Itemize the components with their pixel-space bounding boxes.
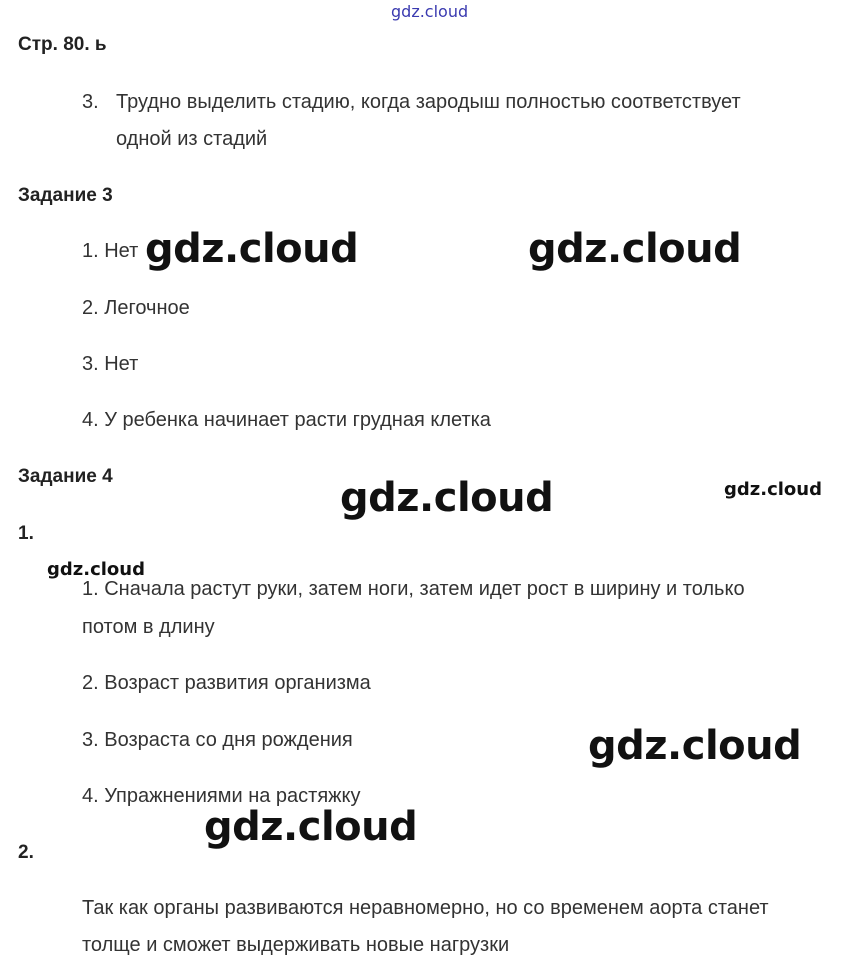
- intro-item-line2: одной из стадий: [116, 128, 268, 150]
- task4-title: Задание 4: [18, 466, 113, 487]
- task4-part1-item-2: 2. Возраст развития организма: [82, 672, 371, 694]
- task4-part1-item-4: 4. Упражнениями на растяжку: [82, 785, 361, 807]
- task3-item-4: 4. У ребенка начинает расти грудная клетка: [82, 409, 491, 431]
- task4-part1-item-3: 3. Возраста со дня рождения: [82, 729, 353, 751]
- task4-part1-item-1-line1: 1. Сначала растут руки, затем ноги, затем идет рост в ширину и только: [82, 578, 745, 600]
- page-header: Стр. 80. ь: [18, 34, 107, 55]
- task3-item-1: 1. Нет: [82, 240, 139, 262]
- watermark: gdz.cloud: [528, 226, 742, 272]
- task4-part1-label: 1.: [18, 523, 34, 544]
- watermark: gdz.cloud: [47, 559, 145, 580]
- watermark: gdz.cloud: [588, 723, 802, 769]
- intro-item-line1: Трудно выделить стадию, когда зародыш полностью соответствует: [116, 91, 741, 113]
- intro-item-number: 3.: [82, 91, 99, 113]
- task3-item-2: 2. Легочное: [82, 297, 190, 319]
- task4-part2-label: 2.: [18, 842, 34, 863]
- task3-title: Задание 3: [18, 185, 113, 206]
- task4-part2-line2: толще и сможет выдерживать новые нагрузки: [82, 934, 510, 956]
- watermark: gdz.cloud: [724, 479, 822, 500]
- task3-item-3: 3. Нет: [82, 353, 139, 375]
- task4-part2-line1: Так как органы развиваются неравномерно, но со временем аорта станет: [82, 897, 769, 919]
- top-watermark: gdz.cloud: [391, 2, 469, 21]
- watermark: gdz.cloud: [340, 475, 554, 521]
- task4-part1-item-1-line2: потом в длину: [82, 616, 215, 638]
- watermark: gdz.cloud: [145, 226, 359, 272]
- watermark: gdz.cloud: [204, 804, 418, 850]
